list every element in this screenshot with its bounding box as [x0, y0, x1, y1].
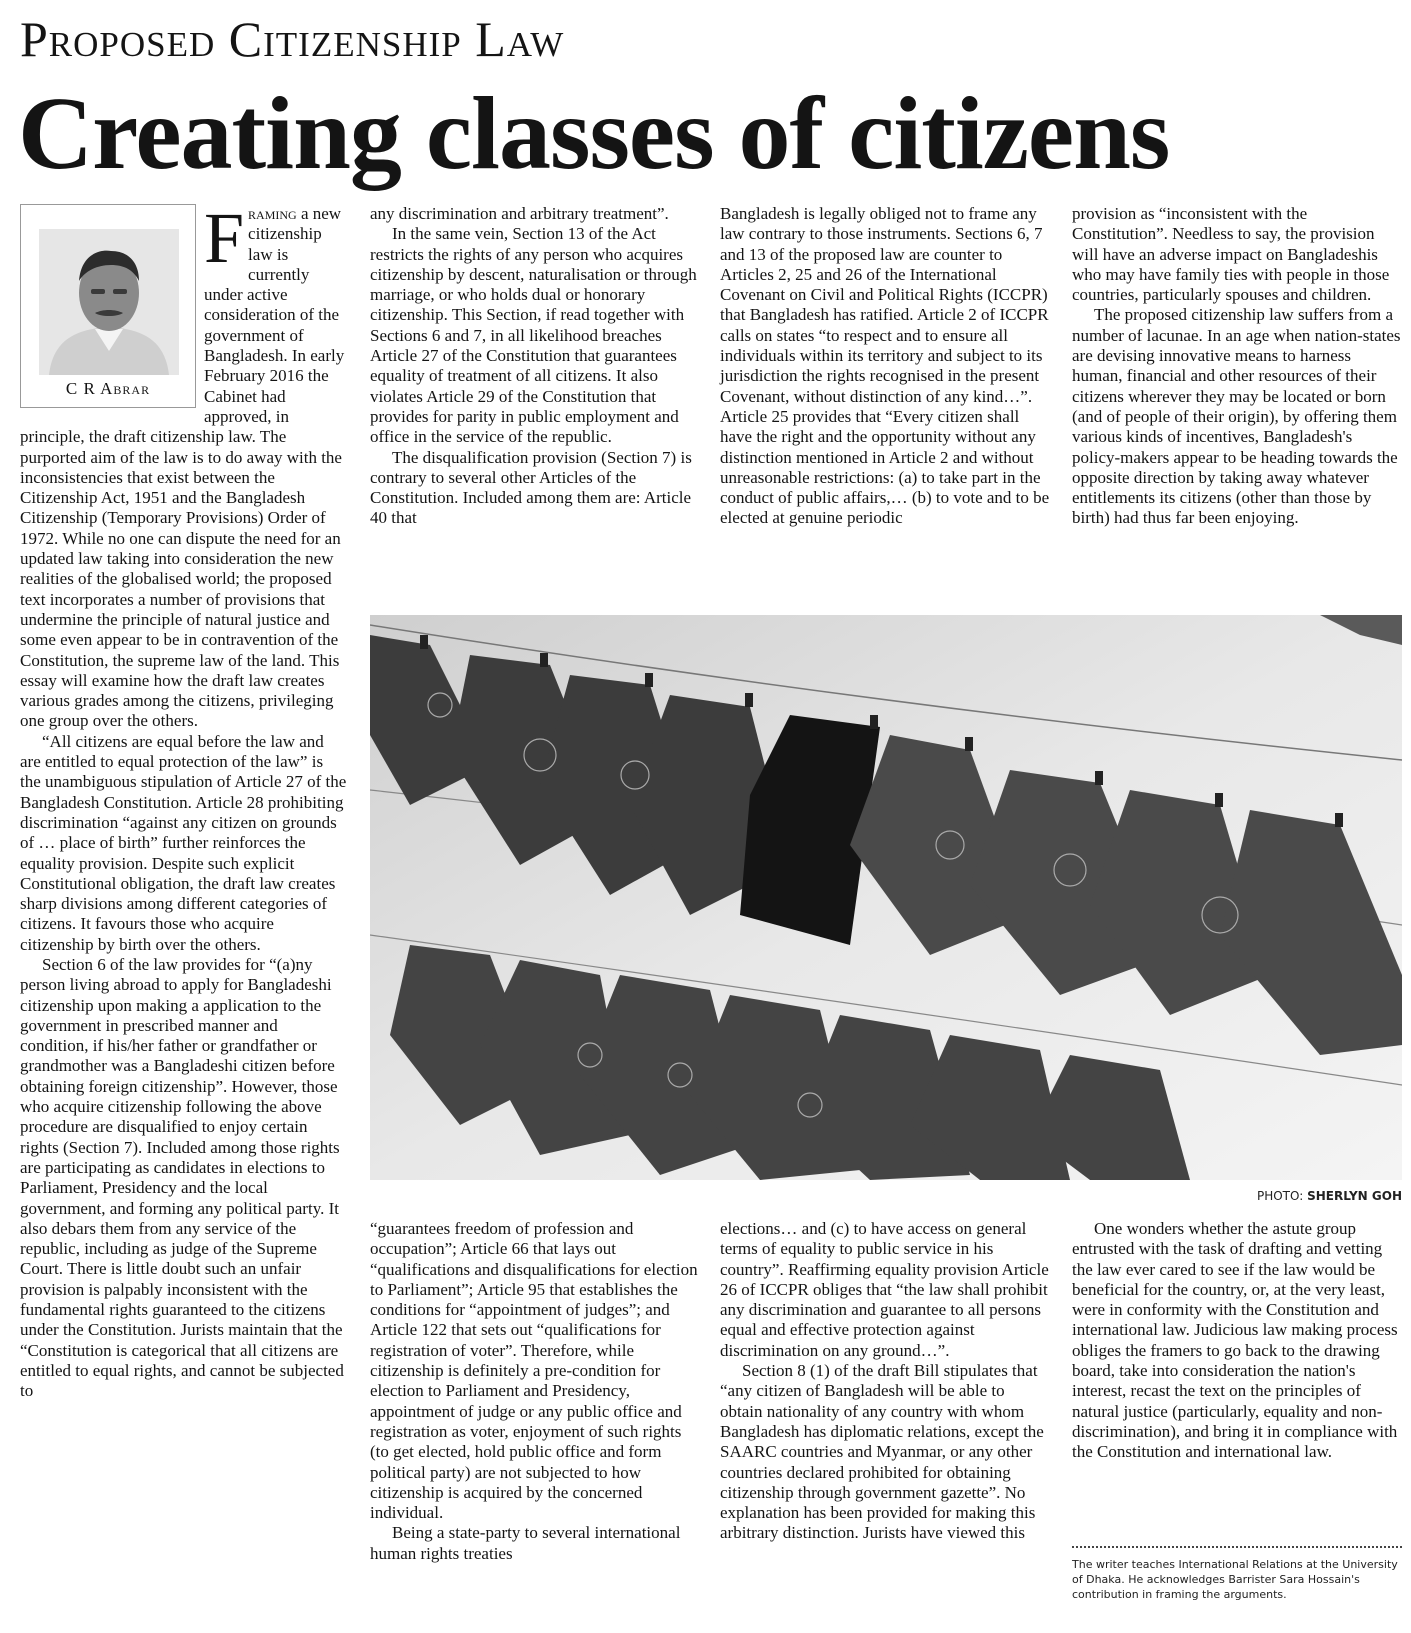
paragraph: In the same vein, Section 13 of the Act restricts the rights of any person who acquires citizenship by descent, naturalisation or through marriage, or who holds dual or honorary citizenship. This Section, if read together with Sections 6 and 7, in all likelihood breaches Article 27 of the Constitution that guarantees equality of treatment of all citizens. It also violates Article 29 of the Constitution that provides for parity in public employment and office in the service of the republic.: [370, 224, 697, 447]
kicker: Proposed Citizenship Law: [20, 11, 565, 67]
column-3: [720, 204, 1050, 529]
paragraph: any discrimination and arbitrary treatment”.: [370, 204, 669, 223]
passports-photo: [370, 615, 1402, 1180]
photo-credit-name: SHERLYN GOH: [1307, 1189, 1402, 1203]
column-2-lower: [370, 1219, 698, 1564]
paragraph-text: a new citizenship law is currently under active consideration of the government of Bangladesh. In early February 2016 the Cabinet had approved, in principle, the draft citizenship law. The purported aim of the law is to do away with the inconsistencies that exist between the Citizenship Act, 1951 and the Bangladesh Citizenship (Temporary Provisions) Order of 1972. While no one can dispute the need for an updated law taking into consideration the new realities of the globalised world; the proposed text incorporates a number of provisions that undermine the principle of natural justice and some even appear to be in contravention of the Constitution, the supreme law of the land. This essay will examine how the draft law creates various grades among the citizens, privileging one group over the others.: [20, 204, 345, 731]
column-2: [370, 204, 698, 529]
column-1: [20, 198, 348, 1402]
column-4-lower: [1072, 1219, 1402, 1463]
footnote-divider: [1072, 1546, 1402, 1548]
paragraph: One wonders whether the astute group entrusted with the task of drafting and vetting the law ever cared to see if the law would be beneficial for the country, or, at the very least, were in conformity with the Constitution and international law. Judicious law making process obliges the framers to go back to the drawing board, take into consideration the nation's interest, recast the text on the principles of natural justice (particularly, equality and non-discrimination), and bring it in compliance with the Constitution and international law.: [1072, 1219, 1398, 1462]
paragraph: “All citizens are equal before the law and are entitled to equal protection of the law” is the unambiguous stipulation of Article 27 of the Bangladesh Constitution. Article 28 prohibiting discrimination “against any citizen on grounds of … place of birth” further reinforces the equality provision. Despite such explicit Constitutional obligation, the draft law creates sharp divisions among different categories of citizens. It favours those who acquire citizenship by birth over the others.: [20, 731, 347, 954]
paragraph: “guarantees freedom of profession and occupation”; Article 66 that lays out “qualifications and disqualifications for election to Parliament”; Article 95 that establishes the conditions for “appointment of judges”; and Article 122 that sets out “qualifications for registration of voter”. Therefore, while citizenship is definitely a pre-condition for election to Parliament and Presidency, appointment of judge or any public office and registration as voter, enjoyment of such rights (to get elected, hold public office and form political party) are not subjected to how citizenship is acquired by the concerned individual.: [370, 1219, 698, 1523]
author-mugshot: [20, 204, 196, 408]
photo-credit: [1060, 1189, 1402, 1203]
paragraph: Being a state-party to several international human rights treaties: [370, 1523, 681, 1563]
drop-cap: F: [204, 198, 245, 278]
paragraph: The disqualification provision (Section 7) is contrary to several other Articles of the Constitution. Included among them are: Article 40 that: [370, 447, 692, 528]
paragraph: The proposed citizenship law suffers from a number of lacunae. In an age when nation-states are devising innovative means to harness human, financial and other resources of their citizens wherever they may be located or born (and of people of their origin), by offering them various kinds of incentives, Bangladesh's policy-makers appear to be heading towards the opposite direction by taking away whatever entitlements its citizens (other than those by birth) had thus far been enjoying.: [1072, 305, 1401, 528]
photo-credit-label: PHOTO:: [1256, 1189, 1308, 1203]
paragraph: Section 6 of the law provides for “(a)ny person living abroad to apply for Bangladeshi citizenship upon making a application to the government in prescribed manner and condition, if his/her father or grandfather or grandmother was a Bangladeshi citizen before obtaining foreign citizenship”. However, those who acquire citizenship following the above procedure are disqualified to enjoy certain rights (Section 7). Included among those rights are participating as candidates in elections to Parliament, Presidency and the local government, and forming any political party. It also debars them from any service of the republic, including as judge of the Supreme Court. There is little doubt such an unfair provision is palpably inconsistent with the fundamental rights guaranteed to the citizens under the Constitution. Jurists maintain that the “Constitution is categorical that all citizens are entitled to equal rights, and cannot be subjected to: [20, 954, 344, 1401]
paragraph: Section 8 (1) of the draft Bill stipulates that “any citizen of Bangladesh will be able to obtain nationality of any country with whom Bangladesh has diplomatic relations, except the SAARC countries and Myanmar, or any other countries declared prohibited for obtaining citizenship through government gazette”. No explanation has been provided for making this arbitrary distinction. Jurists have viewed this: [720, 1361, 1044, 1543]
author-byline: C R Abrar: [65, 378, 151, 398]
headline: Creating classes of citizens: [18, 76, 1170, 191]
column-4: [1072, 204, 1402, 529]
author-footnote: The writer teaches International Relations at the University of Dhaka. He acknowledges Barrister Sara Hossain's contribution in framing the arguments.: [1072, 1558, 1398, 1601]
author-photo: [39, 229, 179, 375]
lead-in: raming: [248, 204, 297, 223]
paragraph: elections… and (c) to have access on general terms of equality to public service in his country”. Reaffirming equality provision Article 26 of ICCPR obliges that “the law shall prohibit any discrimination and guarantee to all persons equal and effective protection against discrimination on any ground…”.: [720, 1219, 1049, 1360]
column-3-lower: [720, 1219, 1050, 1544]
paragraph: provision as “inconsistent with the Constitution”. Needless to say, the provision will have an adverse impact on Bangladeshis who may have family ties with people in those countries, particularly spouses and children.: [1072, 204, 1390, 305]
paragraph: Bangladesh is legally obliged not to frame any law contrary to those instruments. Sections 6, 7 and 13 of the proposed law are counter to Articles 2, 25 and 26 of the International Covenant on Civil and Political Rights (ICCPR) that Bangladesh has ratified. Article 2 of ICCPR calls on states “to respect and to ensure all individuals within its territory and subject to its jurisdiction the rights recognised in the present Covenant, without distinction of any kind…”. Article 25 provides that “Every citizen shall have the right and the opportunity without any distinction mentioned in Article 2 and without unreasonable restrictions: (a) to take part in the conduct of public affairs,… (b) to vote and to be elected at genuine periodic: [720, 204, 1050, 528]
